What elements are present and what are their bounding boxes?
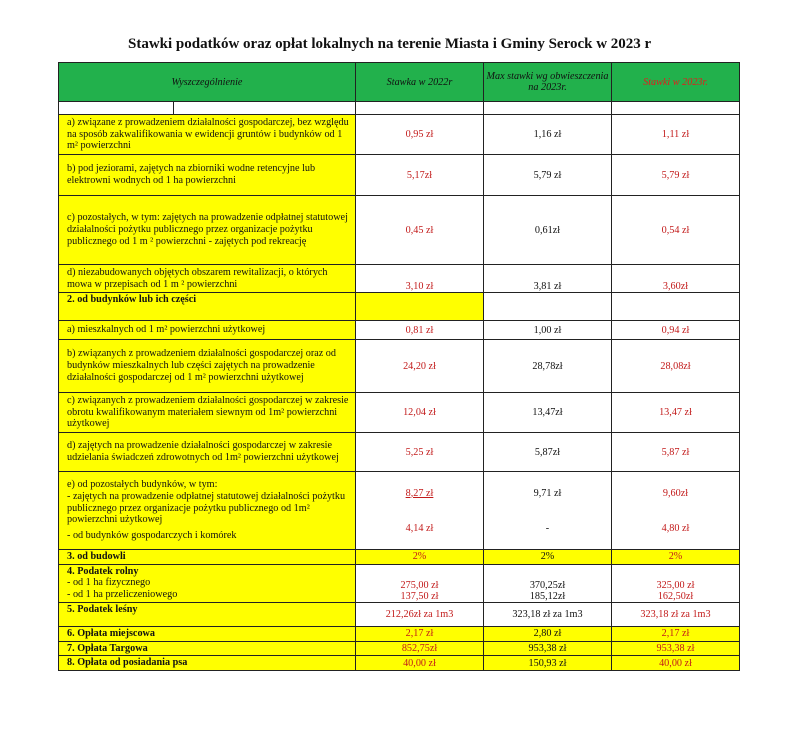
section-label: 3. od budowli [59, 550, 356, 565]
section-row [59, 641, 740, 656]
rate-2023: 5,87 zł [612, 433, 740, 472]
section-label-line: - od 1 ha przeliczeniowego [67, 589, 178, 601]
rate-max-a: 9,71 zł [533, 487, 562, 499]
row-label-line: - od budynków gospodarczych i komórek [67, 530, 237, 542]
rate-max-b: - [545, 522, 550, 534]
rate-2023: 0,54 zł [612, 196, 740, 265]
rate-2023: 2% [612, 550, 740, 565]
section-label: 2. od budynków lub ich części [59, 293, 356, 321]
rate-2022: 5,25 zł [356, 433, 484, 472]
rate-2022-b: 137,50 zł [400, 590, 439, 602]
rate-2023-a: 9,60zł [662, 487, 689, 499]
table-row [59, 340, 740, 393]
section-label-line: - od 1 ha fizycznego [67, 577, 151, 589]
rate-2022: 12,04 zł [356, 393, 484, 433]
rate-2023: 2,17 zł [612, 626, 740, 641]
rate-2022 [356, 564, 484, 602]
rate-2023: 5,79 zł [612, 155, 740, 196]
section-label: 7. Opłata Targowa [59, 641, 356, 656]
rate-2023: 323,18 zł za 1m3 [612, 602, 740, 626]
section-label: 5. Podatek leśny [59, 602, 356, 626]
rate-2023 [612, 472, 740, 550]
table-row [59, 321, 740, 340]
rate-2022 [356, 472, 484, 550]
rate-2022: 0,81 zł [356, 321, 484, 340]
rate-max: 2,80 zł [484, 626, 612, 641]
rate-max: 323,18 zł za 1m3 [484, 602, 612, 626]
section-row [59, 626, 740, 641]
row-label: a) związane z prowadzeniem działalności gospodarczej, bez względu na sposób zakwalifikowania w ewidencji gruntów i budynków od 1 m² powierzchni [59, 115, 356, 155]
rate-2023: 28,08zł [612, 340, 740, 393]
rate-2023: 0,94 zł [612, 321, 740, 340]
rate-max: 0,61zł [484, 196, 612, 265]
rate-max: 2% [484, 550, 612, 565]
section-row [59, 656, 740, 671]
rate-max: 1,00 zł [484, 321, 612, 340]
rate-2022: 3,10 zł [356, 265, 484, 293]
row-label [59, 472, 356, 550]
rate-max [484, 564, 612, 602]
section-label [59, 564, 356, 602]
rate-2022: 852,75zł [356, 641, 484, 656]
rate-max: 150,93 zł [484, 656, 612, 671]
rate-2022-b: 4,14 zł [405, 522, 434, 534]
row-label: a) mieszkalnych od 1 m² powierzchni użytkowej [59, 321, 356, 340]
row-label: c) pozostałych, w tym: zajętych na prowadzenie odpłatnej statutowej działalności pożytku publicznego przez organizacje pożytku publicznego od 1 m ² powierzchni - zajętych pod rekreację [59, 196, 356, 265]
document-title: Stawki podatków oraz opłat lokalnych na terenie Miasta i Gminy Serock w 2023 r [128, 36, 652, 52]
rate-max [484, 472, 612, 550]
section-row [59, 293, 740, 321]
rate-2022: 0,45 zł [356, 196, 484, 265]
rate-2022: 0,95 zł [356, 115, 484, 155]
rate-2023: 3,60zł [612, 265, 740, 293]
rate-2023: 1,11 zł [612, 115, 740, 155]
rate-2022: 24,20 zł [356, 340, 484, 393]
table-row [59, 433, 740, 472]
rate-max: 13,47zł [484, 393, 612, 433]
rate-max: 5,87zł [484, 433, 612, 472]
rate-max-b: 185,12zł [529, 590, 566, 602]
rate-2022: 5,17zł [356, 155, 484, 196]
table-row [59, 472, 740, 550]
table-header-row [59, 63, 740, 102]
row-label: c) związanych z prowadzeniem działalności gospodarczej w zakresie obrotu kwalifikowanym materiałem siewnym od 1m² powierzchni użytkowej [59, 393, 356, 433]
table-row [59, 155, 740, 196]
section-row [59, 602, 740, 626]
rate-2022: 40,00 zł [356, 656, 484, 671]
section-label: 6. Opłata miejscowa [59, 626, 356, 641]
rate-2022-a: 8,27 zł [405, 487, 434, 499]
tax-rates-table [58, 62, 740, 671]
rate-2023: 13,47 zł [612, 393, 740, 433]
header-rate-2023: Stawki w 2023r. [612, 63, 740, 102]
table-row [59, 196, 740, 265]
rate-2023 [612, 564, 740, 602]
row-label-line: - zajętych na prowadzenie odpłatnej statutowej działalności pożytku publicznego przez organizacje pożytku publicznego od 1m² powierzchni użytkowej [67, 490, 346, 526]
table-row [59, 265, 740, 293]
rate-max-a: 370,25zł [529, 579, 566, 591]
row-label: d) zajętych na prowadzenie działalności gospodarczej w zakresie udzielania świadczeń zdrowotnych od 1m² powierzchni użytkowej [59, 433, 356, 472]
header-rate-2022: Stawka w 2022r [356, 63, 484, 102]
section-label: 8. Opłata od posiadania psa [59, 656, 356, 671]
rate-2022-a: 275,00 zł [400, 579, 439, 591]
header-max-rate: Max stawki wg obwieszczenia na 2023r. [484, 63, 612, 102]
section-row [59, 550, 740, 565]
rate-2023: 40,00 zł [612, 656, 740, 671]
row-label: b) pod jeziorami, zajętych na zbiorniki wodne retencyjne lub elektrowni wodnych od 1 ha powierzchni [59, 155, 356, 196]
rate-2023: 953,38 zł [612, 641, 740, 656]
rate-2022: 2% [356, 550, 484, 565]
section-row [59, 564, 740, 602]
rate-2022: 2,17 zł [356, 626, 484, 641]
rate-2023-a: 325,00 zł [656, 579, 695, 591]
table-row [59, 393, 740, 433]
rate-max: 953,38 zł [484, 641, 612, 656]
table-row [59, 115, 740, 155]
row-label: b) związanych z prowadzeniem działalności gospodarczej oraz od budynków mieszkalnych lub części zajętych na prowadzenie działalności gospodarczej od 1 m² powierzchni użytkowej [59, 340, 356, 393]
row-label: d) niezabudowanych objętych obszarem rewitalizacji, o których mowa w przepisach od 1 m ² powierzchni [59, 265, 356, 293]
rate-max: 5,79 zł [484, 155, 612, 196]
rate-2023-b: 162,50zł [657, 590, 694, 602]
row-label-line: e) od pozostałych budynków, w tym: [67, 479, 218, 491]
rate-2023-b: 4,80 zł [661, 522, 690, 534]
header-description: Wyszczególnienie [59, 63, 356, 102]
rate-max: 1,16 zł [484, 115, 612, 155]
rate-2022: 212,26zł za 1m3 [356, 602, 484, 626]
section-label-line: 4. Podatek rolny [67, 565, 139, 577]
rate-max: 3,81 zł [484, 265, 612, 293]
spacer-row [59, 102, 740, 115]
rate-max: 28,78zł [484, 340, 612, 393]
